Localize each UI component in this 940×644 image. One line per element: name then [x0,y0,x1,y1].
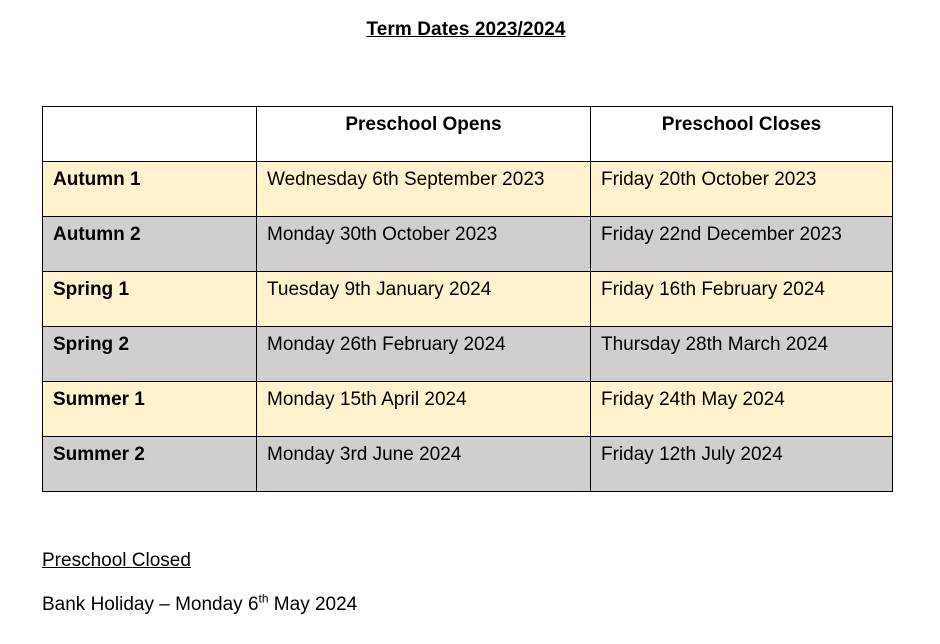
preschool-closed-heading: Preschool Closed [42,550,191,571]
closes-date: Friday 24th May 2024 [591,382,893,437]
term-name: Spring 2 [43,327,257,382]
header-term [43,107,257,162]
table-row [43,437,893,492]
term-name: Summer 2 [43,437,257,492]
term-name: Autumn 1 [43,162,257,217]
table-header-row [43,107,893,162]
bank-holiday-line [42,591,358,616]
closes-date: Friday 20th October 2023 [591,162,893,217]
table-row [43,217,893,272]
page-title: Term Dates 2023/2024 [366,19,566,40]
opens-date: Monday 26th February 2024 [257,327,591,382]
closes-date: Friday 16th February 2024 [591,272,893,327]
table-row [43,162,893,217]
opens-date: Wednesday 6th September 2023 [257,162,591,217]
ordinal-suffix: th [258,591,269,606]
header-opens: Preschool Opens [257,107,591,162]
term-name: Spring 1 [43,272,257,327]
table-row [43,382,893,437]
bank-holiday-prefix: Bank Holiday – Monday 6 [42,594,259,615]
table-row [43,272,893,327]
term-dates-table [42,106,893,492]
closes-date: Friday 22nd December 2023 [591,217,893,272]
table-row [43,327,893,382]
term-name: Autumn 2 [43,217,257,272]
opens-date: Monday 30th October 2023 [257,217,591,272]
opens-date: Monday 3rd June 2024 [257,437,591,492]
opens-date: Tuesday 9th January 2024 [257,272,591,327]
closes-date: Thursday 28th March 2024 [591,327,893,382]
term-name: Summer 1 [43,382,257,437]
closes-date: Friday 12th July 2024 [591,437,893,492]
opens-date: Monday 15th April 2024 [257,382,591,437]
header-closes: Preschool Closes [591,107,893,162]
bank-holiday-suffix: May 2024 [268,594,358,615]
